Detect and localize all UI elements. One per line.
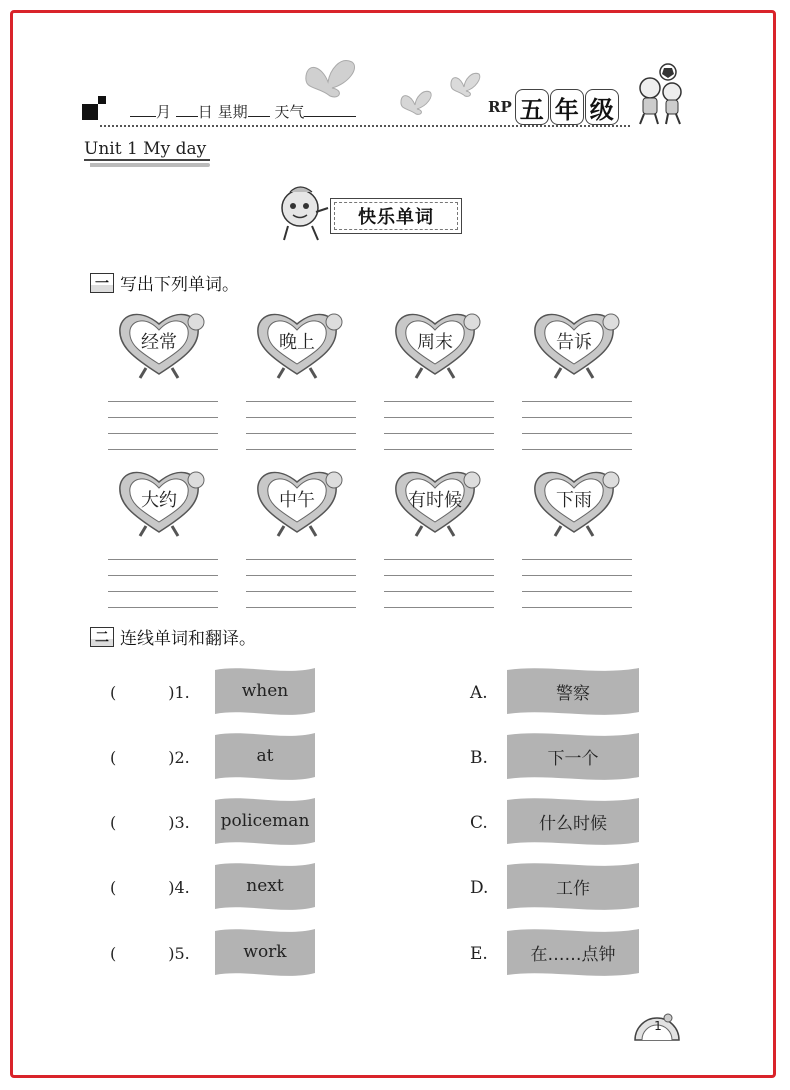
answer-parenthesis[interactable]: ( )4. (110, 878, 190, 897)
heart-word: 中午 (279, 490, 315, 511)
word-card[interactable] (215, 731, 315, 781)
heart-word: 大约 (141, 490, 177, 511)
option-letter: A. (470, 683, 488, 703)
word-heart (114, 306, 214, 386)
header-square-mark-small (98, 96, 106, 104)
grade-prefix: RP (488, 98, 512, 116)
writing-lines[interactable] (522, 544, 632, 608)
answer-parenthesis[interactable]: ( )1. (110, 683, 190, 702)
section-banner (330, 198, 462, 234)
english-word: when (241, 681, 289, 701)
word-card[interactable] (215, 927, 315, 977)
word-heart (529, 464, 629, 544)
weekday-label: 星期 (217, 103, 248, 121)
section1-instruction: 写出下列单词。 (120, 275, 239, 295)
kids-soccer-illustration (628, 62, 690, 128)
word-heart (114, 464, 214, 544)
translation-card[interactable] (507, 861, 639, 911)
word-heart (390, 464, 490, 544)
writing-lines[interactable] (108, 386, 218, 450)
page-number: 1 (654, 1019, 662, 1033)
option-letter: E. (470, 944, 488, 964)
translation-card[interactable] (507, 666, 639, 716)
writing-lines[interactable] (522, 386, 632, 450)
english-word: policeman (220, 811, 310, 831)
translation-card[interactable] (507, 796, 639, 846)
section2-title (90, 624, 256, 649)
english-word: work (243, 942, 287, 962)
english-word: at (256, 746, 274, 766)
writing-lines[interactable] (384, 544, 494, 608)
unit-title: Unit 1 My day (84, 139, 210, 161)
heart-word: 下雨 (556, 490, 592, 511)
section1-number: 一 (90, 273, 114, 293)
unit-title-underline (90, 163, 210, 167)
mascot-icon (272, 182, 330, 246)
header-square-mark (82, 104, 98, 120)
option-letter: C. (470, 813, 488, 833)
translation-card[interactable] (507, 731, 639, 781)
answer-parenthesis[interactable]: ( )2. (110, 748, 190, 767)
section1-title (90, 270, 239, 295)
word-card[interactable] (215, 861, 315, 911)
answer-parenthesis[interactable]: ( )3. (110, 813, 190, 832)
grade-badge (488, 87, 620, 127)
answer-parenthesis[interactable]: ( )5. (110, 944, 190, 963)
date-weather-line (130, 101, 356, 122)
month-label: 月 (156, 103, 172, 121)
heart-word: 有时候 (408, 490, 462, 511)
grade-char: 级 (585, 89, 619, 125)
butterfly-icon (448, 70, 482, 100)
grade-char: 五 (515, 89, 549, 125)
butterfly-icon (300, 56, 360, 102)
option-letter: B. (470, 748, 488, 768)
butterfly-icon (398, 88, 434, 118)
translation-card[interactable] (507, 927, 639, 977)
word-card[interactable] (215, 796, 315, 846)
section2-instruction: 连线单词和翻译。 (120, 629, 256, 649)
word-heart (252, 306, 352, 386)
heart-word: 经常 (141, 332, 177, 353)
heart-word: 晚上 (279, 332, 315, 353)
writing-lines[interactable] (384, 386, 494, 450)
word-heart (529, 306, 629, 386)
chinese-translation: 在……点钟 (530, 944, 616, 965)
heart-word: 周末 (417, 332, 453, 353)
option-letter: D. (470, 878, 489, 898)
heart-word: 告诉 (556, 332, 592, 353)
chinese-translation: 什么时候 (539, 813, 607, 834)
word-heart (252, 464, 352, 544)
writing-lines[interactable] (246, 544, 356, 608)
writing-lines[interactable] (108, 544, 218, 608)
section2-number: 二 (90, 627, 114, 647)
banner-title: 快乐单词 (358, 207, 434, 228)
chinese-translation: 工作 (556, 878, 590, 899)
grade-char: 年 (550, 89, 584, 125)
writing-lines[interactable] (246, 386, 356, 450)
weather-label: 天气 (274, 103, 305, 121)
chinese-translation: 下一个 (547, 748, 599, 769)
word-heart (390, 306, 490, 386)
chinese-translation: 警察 (556, 683, 590, 704)
day-label: 日 (197, 103, 213, 121)
word-card[interactable] (215, 666, 315, 716)
english-word: next (246, 876, 284, 896)
